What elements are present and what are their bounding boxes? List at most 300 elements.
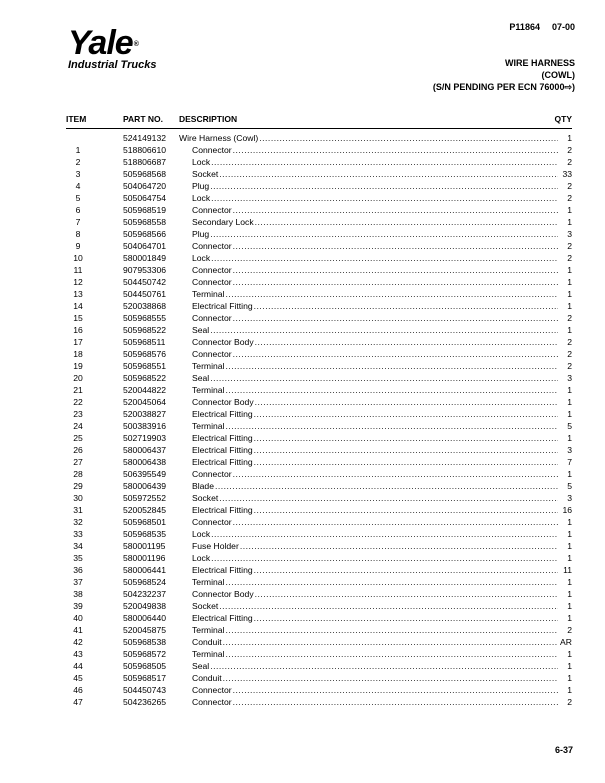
part-number: 504236265: [123, 697, 167, 707]
header-item: ITEM: [66, 114, 87, 124]
item-number: 19: [73, 361, 83, 371]
table-row: [66, 312, 572, 324]
description-text: Lock: [192, 553, 211, 563]
description-text: Lock: [192, 157, 211, 167]
part-number: 505968535: [123, 529, 167, 539]
document-reference: [509, 22, 575, 32]
description-text: Lock: [192, 193, 211, 203]
item-number: 6: [75, 205, 81, 215]
quantity: AR: [560, 637, 572, 647]
description-text: Seal: [192, 373, 210, 383]
leader-dots: [225, 420, 558, 432]
quantity: 3: [567, 493, 572, 503]
quantity: 1: [567, 133, 572, 143]
description: [192, 480, 558, 492]
description: [192, 180, 558, 192]
part-number: 504450761: [123, 289, 167, 299]
part-number: 518806687: [123, 157, 167, 167]
item-number: 17: [73, 337, 83, 347]
leader-dots: [211, 528, 558, 540]
part-number: 505968524: [123, 577, 167, 587]
part-number: 520052845: [123, 505, 167, 515]
part-number: 520038868: [123, 301, 167, 311]
title-line-1: WIRE HARNESS: [504, 58, 575, 68]
table-row: [66, 216, 572, 228]
table-row: [66, 576, 572, 588]
part-number: 505968522: [123, 373, 167, 383]
table-row: [66, 360, 572, 372]
quantity: 2: [567, 349, 572, 359]
item-number: 24: [73, 421, 83, 431]
part-number: 520049838: [123, 601, 167, 611]
description-text: Socket: [192, 169, 219, 179]
table-row: [66, 396, 572, 408]
leader-dots: [255, 396, 558, 408]
quantity: 1: [567, 469, 572, 479]
part-number: 505968519: [123, 205, 167, 215]
quantity: 1: [567, 541, 572, 551]
logo-wordmark: [68, 24, 178, 62]
description: [192, 564, 558, 576]
yale-logo: [68, 24, 178, 71]
quantity: 1: [567, 385, 572, 395]
description: [192, 696, 558, 708]
description: [192, 588, 558, 600]
leader-dots: [210, 372, 558, 384]
table-row: [66, 264, 572, 276]
table-row: [66, 252, 572, 264]
description: [192, 636, 558, 648]
table-body: [66, 132, 572, 708]
item-number: 29: [73, 481, 83, 491]
item-number: 2: [75, 157, 81, 167]
table-row: [66, 516, 572, 528]
table-row: [66, 468, 572, 480]
quantity: 3: [567, 445, 572, 455]
quantity: 1: [567, 661, 572, 671]
description: [192, 348, 558, 360]
item-number: 1: [75, 145, 81, 155]
description: [192, 216, 558, 228]
table-row: [66, 324, 572, 336]
table-row: [66, 600, 572, 612]
quantity: 2: [567, 625, 572, 635]
table-row: [66, 540, 572, 552]
leader-dots: [233, 348, 558, 360]
item-number: 9: [75, 241, 81, 251]
table-row: [66, 492, 572, 504]
leader-dots: [254, 504, 558, 516]
description-text: Plug: [192, 181, 210, 191]
item-number: 21: [73, 385, 83, 395]
description: [192, 540, 558, 552]
description-text: Electrical Fitting: [192, 301, 253, 311]
item-number: 35: [73, 553, 83, 563]
part-number: 520045064: [123, 397, 167, 407]
description-text: Connector: [192, 265, 232, 275]
description: [192, 552, 558, 564]
description: [192, 432, 558, 444]
description-text: Electrical Fitting: [192, 565, 253, 575]
part-number: 505968517: [123, 673, 167, 683]
description-text: Terminal: [192, 649, 225, 659]
quantity: 1: [567, 205, 572, 215]
quantity: 1: [567, 217, 572, 227]
description: [192, 312, 558, 324]
description: [192, 300, 558, 312]
leader-dots: [259, 132, 558, 144]
item-number: 3: [75, 169, 81, 179]
description-text: Connector Body: [192, 337, 254, 347]
table-row: [66, 408, 572, 420]
quantity: 1: [567, 433, 572, 443]
table-row: [66, 132, 572, 144]
description: [192, 252, 558, 264]
description: [192, 684, 558, 696]
table-row: [66, 432, 572, 444]
quantity: 2: [567, 193, 572, 203]
table-row: [66, 168, 572, 180]
table-row: [66, 180, 572, 192]
part-number: 580006439: [123, 481, 167, 491]
part-number: 580006440: [123, 613, 167, 623]
quantity: 1: [567, 577, 572, 587]
part-number: 504232237: [123, 589, 167, 599]
quantity: 7: [567, 457, 572, 467]
description-text: Electrical Fitting: [192, 433, 253, 443]
table-row: [66, 456, 572, 468]
quantity: 33: [562, 169, 572, 179]
part-number: 524149132: [123, 133, 167, 143]
part-number: 505968538: [123, 637, 167, 647]
leader-dots: [254, 456, 558, 468]
page-title: [433, 57, 575, 93]
quantity: 2: [567, 313, 572, 323]
item-number: 5: [75, 193, 81, 203]
leader-dots: [233, 204, 558, 216]
quantity: 2: [567, 145, 572, 155]
leader-dots: [219, 168, 558, 180]
part-number: 505968522: [123, 325, 167, 335]
table-row: [66, 696, 572, 708]
item-number: 16: [73, 325, 83, 335]
description-text: Conduit: [192, 637, 222, 647]
table-row: [66, 228, 572, 240]
leader-dots: [233, 240, 558, 252]
part-number: 518806610: [123, 145, 167, 155]
item-number: 8: [75, 229, 81, 239]
table-row: [66, 612, 572, 624]
item-number: 47: [73, 697, 83, 707]
part-number: 505968576: [123, 349, 167, 359]
table-row: [66, 636, 572, 648]
item-number: 45: [73, 673, 83, 683]
quantity: 16: [562, 505, 572, 515]
description-text: Electrical Fitting: [192, 409, 253, 419]
description: [192, 408, 558, 420]
table-row: [66, 204, 572, 216]
description-text: Seal: [192, 325, 210, 335]
quantity: 5: [567, 481, 572, 491]
quantity: 2: [567, 697, 572, 707]
quantity: 1: [567, 685, 572, 695]
leader-dots: [254, 444, 558, 456]
part-number: 505968572: [123, 649, 167, 659]
quantity: 1: [567, 601, 572, 611]
part-number: 505968566: [123, 229, 167, 239]
leader-dots: [240, 540, 558, 552]
table-row: [66, 420, 572, 432]
description: [192, 288, 558, 300]
quantity: 1: [567, 673, 572, 683]
description: [192, 204, 558, 216]
leader-dots: [225, 648, 558, 660]
part-number: 504450743: [123, 685, 167, 695]
part-number: 520045875: [123, 625, 167, 635]
description-text: Electrical Fitting: [192, 445, 253, 455]
item-number: 44: [73, 661, 83, 671]
description: [192, 324, 558, 336]
header-qty: QTY: [554, 114, 572, 124]
description-text: Connector: [192, 517, 232, 527]
description: [192, 276, 558, 288]
description: [192, 420, 558, 432]
part-number: 580001196: [123, 553, 166, 563]
item-number: 38: [73, 589, 83, 599]
leader-dots: [254, 432, 558, 444]
item-number: 40: [73, 613, 83, 623]
table-row: [66, 348, 572, 360]
part-number: 504064701: [123, 241, 167, 251]
table-row: [66, 156, 572, 168]
leader-dots: [223, 672, 558, 684]
table-row: [66, 660, 572, 672]
description: [179, 132, 558, 144]
header-part-no: PART NO.: [123, 114, 163, 124]
description: [192, 192, 558, 204]
quantity: 2: [567, 253, 572, 263]
leader-dots: [233, 144, 558, 156]
item-number: 14: [73, 301, 83, 311]
description: [192, 600, 558, 612]
description: [192, 660, 558, 672]
description-text: Terminal: [192, 289, 225, 299]
quantity: 1: [567, 265, 572, 275]
part-number: 580006437: [123, 445, 167, 455]
description-text: Terminal: [192, 625, 225, 635]
quantity: 1: [567, 529, 572, 539]
description-text: Connector: [192, 469, 232, 479]
logo-word-text: Yale: [68, 24, 133, 62]
quantity: 3: [567, 229, 572, 239]
leader-dots: [223, 636, 558, 648]
part-number: 907953306: [123, 265, 167, 275]
item-number: 23: [73, 409, 83, 419]
table-row: [66, 624, 572, 636]
item-number: 30: [73, 493, 83, 503]
description: [192, 168, 558, 180]
leader-dots: [219, 600, 558, 612]
page-number: 6-37: [554, 745, 573, 755]
description: [192, 228, 558, 240]
description-text: Blade: [192, 481, 214, 491]
quantity: 1: [567, 301, 572, 311]
description-text: Electrical Fitting: [192, 457, 253, 467]
leader-dots: [254, 612, 558, 624]
description-text: Connector: [192, 277, 232, 287]
quantity: 1: [567, 589, 572, 599]
part-number: 504450742: [123, 277, 167, 287]
quantity: 2: [567, 181, 572, 191]
leader-dots: [254, 300, 558, 312]
description: [192, 444, 558, 456]
table-row: [66, 192, 572, 204]
description-text: Electrical Fitting: [192, 505, 253, 515]
description: [192, 468, 558, 480]
item-number: 15: [73, 313, 83, 323]
item-number: 46: [73, 685, 83, 695]
description: [192, 384, 558, 396]
description-text: Socket: [192, 601, 219, 611]
table-row: [66, 384, 572, 396]
part-number: 520038827: [123, 409, 167, 419]
item-number: 43: [73, 649, 83, 659]
item-number: 25: [73, 433, 83, 443]
quantity: 2: [567, 337, 572, 347]
table-row: [66, 648, 572, 660]
table-row: [66, 336, 572, 348]
item-number: 27: [73, 457, 83, 467]
description-text: Wire Harness (Cowl): [179, 133, 259, 143]
item-number: 26: [73, 445, 83, 455]
leader-dots: [255, 336, 558, 348]
header-rule: [66, 128, 572, 129]
item-number: 22: [73, 397, 83, 407]
quantity: 1: [567, 409, 572, 419]
leader-dots: [225, 384, 558, 396]
leader-dots: [210, 660, 558, 672]
header-description: DESCRIPTION: [179, 114, 238, 124]
description: [192, 576, 558, 588]
description: [192, 336, 558, 348]
description: [192, 456, 558, 468]
quantity: 1: [567, 649, 572, 659]
item-number: 41: [73, 625, 83, 635]
quantity: 1: [567, 289, 572, 299]
item-number: 4: [75, 181, 81, 191]
part-number: 505968511: [123, 337, 166, 347]
part-number: 505968568: [123, 169, 167, 179]
doc-id: P11864: [509, 22, 540, 32]
item-number: 36: [73, 565, 83, 575]
description-text: Secondary Lock: [192, 217, 254, 227]
description-text: Lock: [192, 529, 211, 539]
part-number: 520044822: [123, 385, 167, 395]
part-number: 502719903: [123, 433, 167, 443]
item-number: 37: [73, 577, 83, 587]
leader-dots: [210, 228, 558, 240]
leader-dots: [215, 480, 558, 492]
table-row: [66, 552, 572, 564]
leader-dots: [225, 288, 558, 300]
title-line-2: (COWL): [541, 70, 575, 80]
quantity: 1: [567, 553, 572, 563]
description: [192, 264, 558, 276]
part-number: 505972552: [123, 493, 167, 503]
leader-dots: [210, 324, 558, 336]
quantity: 1: [567, 277, 572, 287]
description: [192, 372, 558, 384]
quantity: 2: [567, 361, 572, 371]
description-text: Connector: [192, 685, 232, 695]
part-number: 500383916: [123, 421, 167, 431]
part-number: 580001849: [123, 253, 167, 263]
table-row: [66, 444, 572, 456]
leader-dots: [211, 156, 558, 168]
table-row: [66, 288, 572, 300]
table-row: [66, 372, 572, 384]
quantity: 2: [567, 157, 572, 167]
description-text: Conduit: [192, 673, 222, 683]
item-number: 12: [73, 277, 83, 287]
description-text: Terminal: [192, 421, 225, 431]
description-text: Connector: [192, 697, 232, 707]
item-number: 39: [73, 601, 83, 611]
registered-mark: ®: [133, 41, 138, 48]
item-number: 31: [73, 505, 83, 515]
description-text: Connector: [192, 205, 232, 215]
leader-dots: [233, 516, 558, 528]
description-text: Connector: [192, 313, 232, 323]
part-number: 505968555: [123, 313, 167, 323]
leader-dots: [211, 192, 558, 204]
part-number: 580006441: [123, 565, 167, 575]
description: [192, 672, 558, 684]
quantity: 5: [567, 421, 572, 431]
leader-dots: [225, 360, 558, 372]
quantity: 2: [567, 241, 572, 251]
leader-dots: [255, 588, 558, 600]
quantity: 1: [567, 325, 572, 335]
description: [192, 648, 558, 660]
description: [192, 516, 558, 528]
leader-dots: [210, 180, 558, 192]
quantity: 1: [567, 517, 572, 527]
table-row: [66, 480, 572, 492]
leader-dots: [211, 552, 558, 564]
item-number: 20: [73, 373, 83, 383]
table-row: [66, 528, 572, 540]
leader-dots: [233, 276, 558, 288]
leader-dots: [233, 684, 558, 696]
quantity: 3: [567, 373, 572, 383]
leader-dots: [233, 696, 558, 708]
description: [192, 360, 558, 372]
item-number: 32: [73, 517, 83, 527]
description: [192, 396, 558, 408]
description: [192, 156, 558, 168]
item-number: 11: [73, 265, 83, 275]
part-number: 505968505: [123, 661, 167, 671]
item-number: 13: [73, 289, 83, 299]
table-row: [66, 504, 572, 516]
leader-dots: [254, 408, 558, 420]
item-number: 34: [73, 541, 83, 551]
description-text: Connector Body: [192, 397, 254, 407]
quantity: 1: [567, 613, 572, 623]
table-row: [66, 240, 572, 252]
part-number: 505064754: [123, 193, 167, 203]
